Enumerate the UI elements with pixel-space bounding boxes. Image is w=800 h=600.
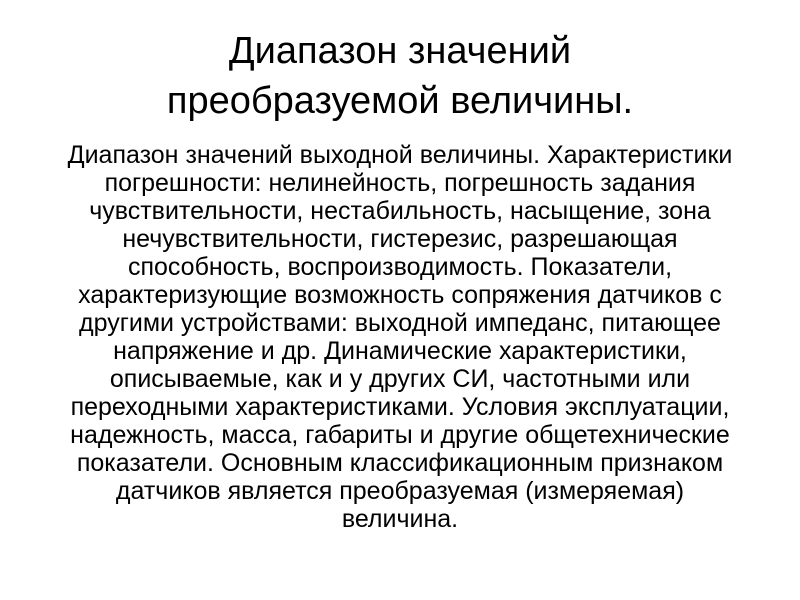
body-line: переходными характеристиками. Условия эксплуатации,	[70, 393, 730, 421]
body-line: показатели. Основным классификационным признаком	[76, 449, 724, 477]
body-line: датчиков является преобразуемая (измеряемая)	[115, 477, 685, 505]
slide-title	[0, 26, 800, 126]
body-line: надежность, масса, габариты и другие общетехнические	[70, 421, 730, 449]
body-line: погрешности: нелинейность, погрешность задания	[104, 169, 696, 197]
slide-body-text	[0, 141, 800, 533]
body-line: другими устройствами: выходной импеданс, питающее	[79, 309, 721, 337]
body-line: описываемые, как и у других СИ, частотными или	[109, 365, 691, 393]
body-line: нечувствительности, гистерезис, разрешающая	[122, 225, 678, 253]
body-line: чувствительности, нестабильность, насыщение, зона	[89, 197, 711, 225]
body-line: способность, воспроизводимость. Показатели,	[127, 253, 673, 281]
body-line: напряжение и др. Динамические характеристики,	[113, 337, 687, 365]
body-line: характеризующие возможность сопряжения датчиков с	[78, 281, 722, 309]
slide-title-line: преобразуемой величины.	[166, 80, 634, 122]
body-line: величина.	[341, 505, 459, 533]
slide-title-line: Диапазон значений	[228, 30, 572, 72]
body-line: Диапазон значений выходной величины. Характеристики	[67, 141, 733, 169]
